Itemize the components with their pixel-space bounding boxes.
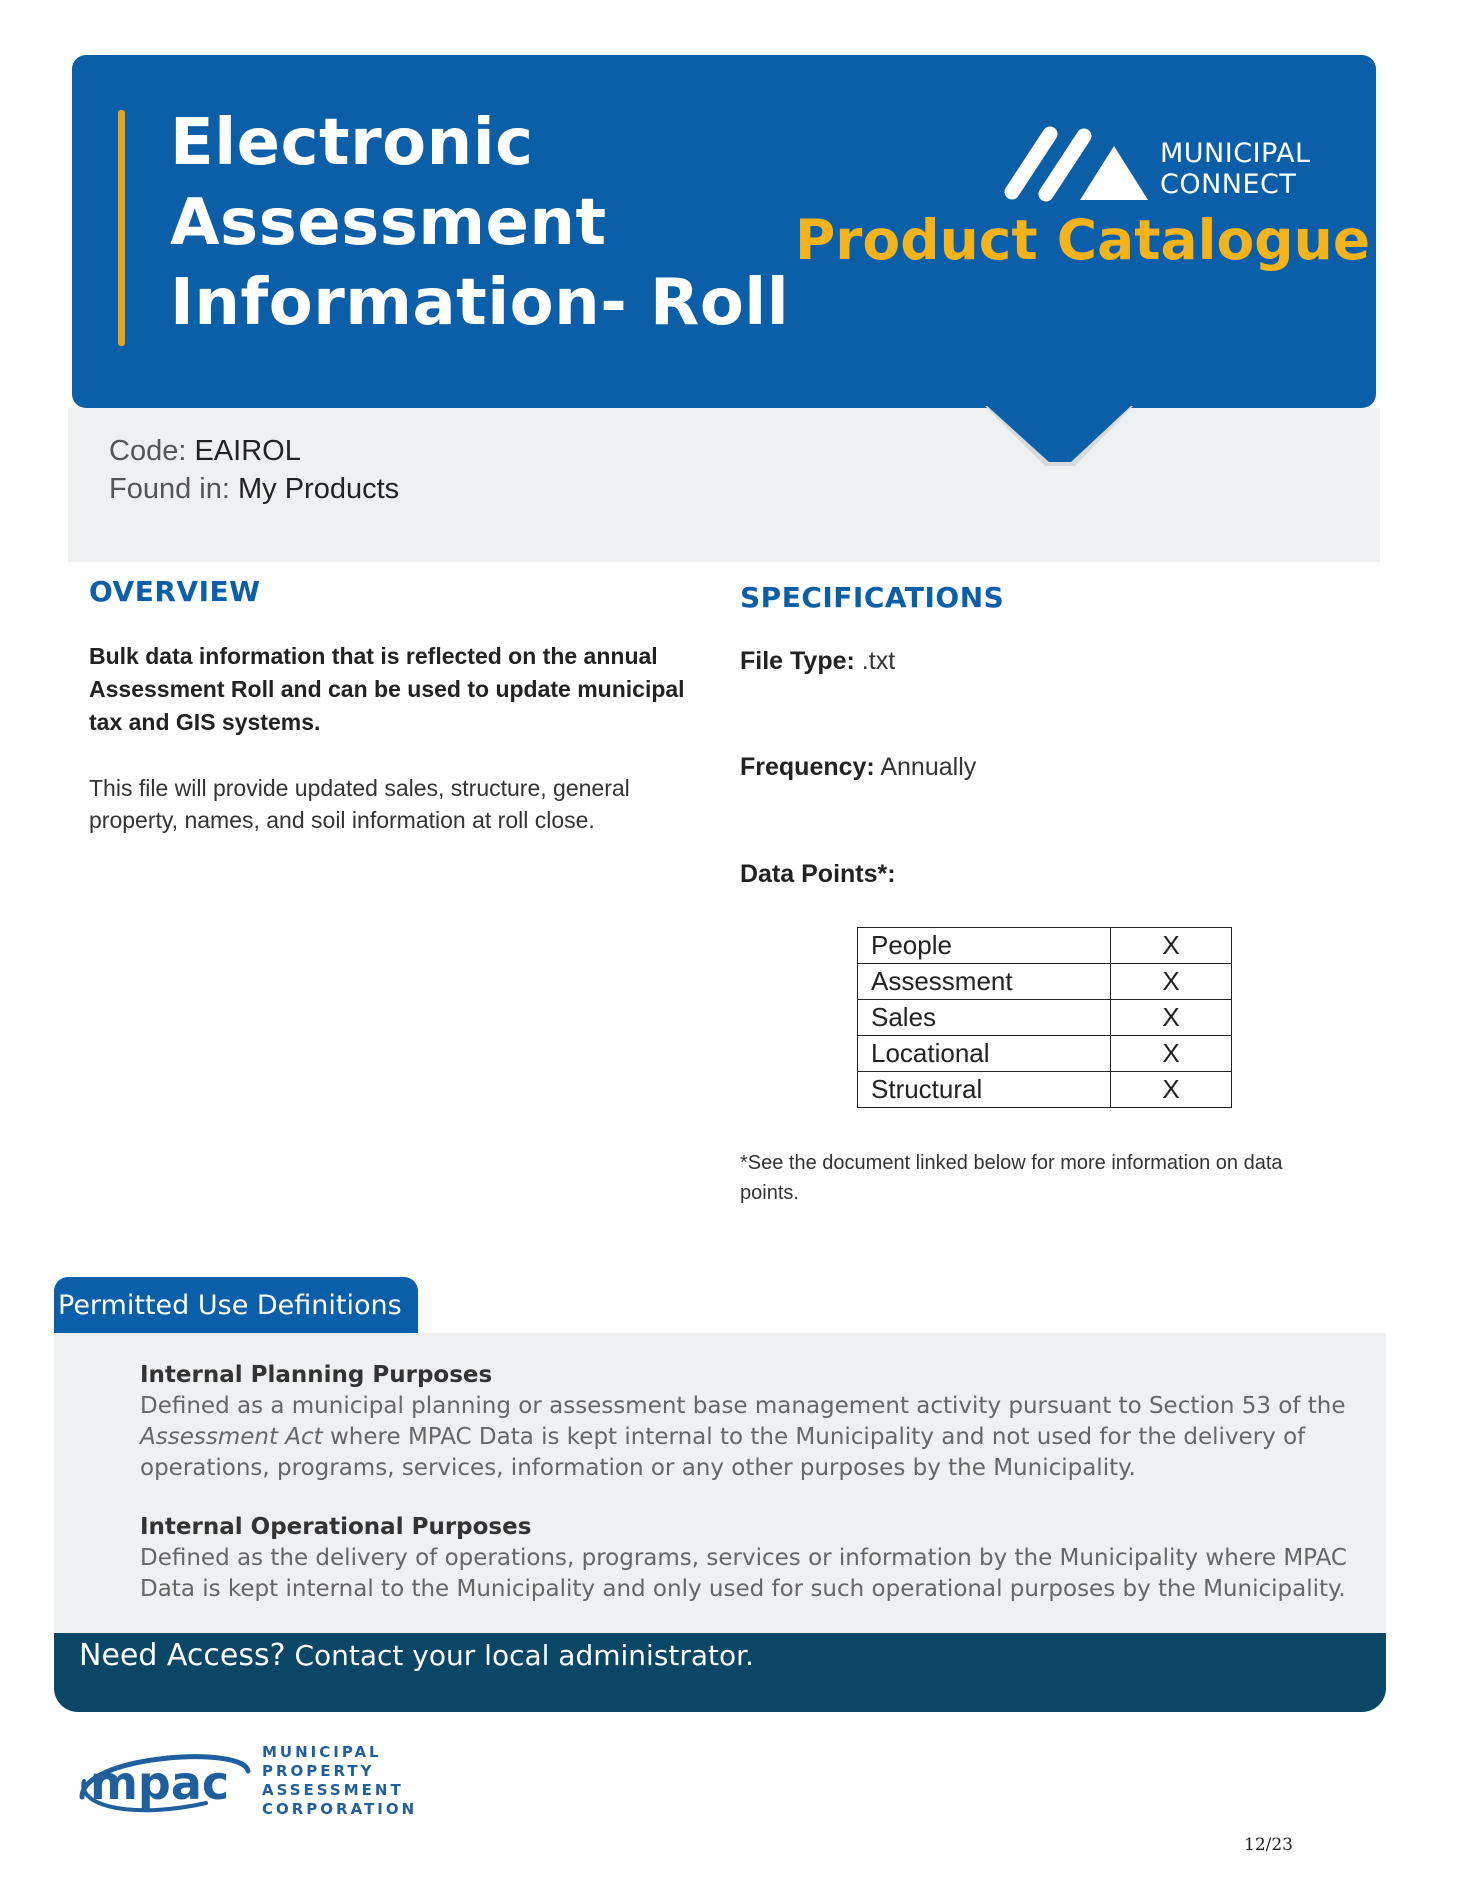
- found-in-row: [109, 470, 399, 508]
- file-type-label: File Type:: [740, 647, 855, 675]
- found-in-label: Found in:: [109, 473, 230, 505]
- data-point-name: People: [858, 928, 1111, 964]
- data-point-mark: X: [1111, 964, 1232, 1000]
- table-row: [858, 964, 1232, 1000]
- need-access-text: Contact your local administrator.: [285, 1639, 755, 1672]
- frequency-label: Frequency:: [740, 753, 875, 781]
- org-line: ASSESSMENT: [262, 1781, 404, 1799]
- assessment-act-citation: Assessment Act: [140, 1424, 323, 1450]
- municipal-connect-logo-icon: [1002, 122, 1152, 204]
- text-segment: Defined as a municipal planning or assessment base management activity pursuant to Section 53 of the: [140, 1393, 1346, 1419]
- title-line: Information- Roll: [170, 266, 790, 340]
- code-row: [109, 432, 399, 470]
- code-value: EAIROL: [194, 435, 301, 467]
- operational-purposes-text: Defined as the delivery of operations, programs, services or information by the Municipality where MPAC Data is kept internal to the Municipality and only used for such operational purposes by the Municipality.: [140, 1545, 1347, 1602]
- data-point-mark: X: [1111, 1072, 1232, 1108]
- text-segment: where MPAC Data is kept internal to the Municipality and not used for the delivery of operations, programs, services, information or any other purposes by the Municipality.: [140, 1424, 1306, 1481]
- org-line: MUNICIPAL: [262, 1743, 382, 1761]
- data-points-row: [740, 860, 896, 889]
- municipal-connect-wordmark: [1160, 138, 1311, 200]
- org-line: PROPERTY: [262, 1762, 375, 1780]
- title-line: Electronic: [170, 106, 534, 180]
- overview-body: This file will provide updated sales, structure, general property, names, and soil information at roll close.: [89, 775, 630, 833]
- data-point-mark: X: [1111, 1036, 1232, 1072]
- mpac-logo-word: mpac: [90, 1756, 230, 1810]
- overview-heading: OVERVIEW: [89, 575, 261, 608]
- header-accent-bar: [118, 110, 125, 346]
- product-code-block: [109, 432, 399, 508]
- table-row: [858, 928, 1232, 964]
- product-catalogue-label: Product Catalogue: [795, 208, 1371, 272]
- permitted-use-heading: Permitted Use Definitions: [58, 1290, 402, 1321]
- data-point-name: Locational: [858, 1036, 1111, 1072]
- planning-purposes-text: [140, 1391, 1350, 1484]
- data-point-name: Structural: [858, 1072, 1111, 1108]
- table-row: [858, 1036, 1232, 1072]
- found-in-value: My Products: [237, 473, 400, 505]
- data-point-mark: X: [1111, 928, 1232, 964]
- operational-purposes-heading: Internal Operational Purposes: [140, 1514, 532, 1540]
- frequency-row: [740, 753, 976, 782]
- frequency-value: Annually: [880, 753, 977, 781]
- data-points-footnote: *See the document linked below for more information on data points.: [740, 1152, 1283, 1204]
- mpac-logo-icon: [76, 1741, 256, 1821]
- data-points-table: [857, 927, 1232, 1108]
- title-line: Assessment: [170, 186, 607, 260]
- data-points-label: Data Points*:: [740, 860, 896, 888]
- data-point-name: Assessment: [858, 964, 1111, 1000]
- brand-line: MUNICIPAL: [1160, 138, 1311, 169]
- need-access-label: Need Access?: [79, 1638, 286, 1673]
- page-number: 12/23: [1244, 1835, 1293, 1855]
- specifications-heading: SPECIFICATIONS: [740, 581, 1005, 614]
- table-row: [858, 1000, 1232, 1036]
- org-line: CORPORATION: [262, 1800, 418, 1818]
- table-row: [858, 1072, 1232, 1108]
- data-point-name: Sales: [858, 1000, 1111, 1036]
- need-access-message: [79, 1638, 754, 1673]
- brand-line: CONNECT: [1160, 169, 1297, 200]
- page-title: [170, 103, 789, 343]
- overview-lead: Bulk data information that is reflected on the annual Assessment Roll and can be used to update municipal tax and GIS systems.: [89, 643, 685, 735]
- data-point-mark: X: [1111, 1000, 1232, 1036]
- file-type-value: .txt: [861, 647, 896, 675]
- mpac-org-name: [262, 1743, 417, 1819]
- planning-purposes-heading: Internal Planning Purposes: [140, 1362, 493, 1388]
- code-label: Code:: [109, 435, 187, 467]
- file-type-row: [740, 647, 895, 676]
